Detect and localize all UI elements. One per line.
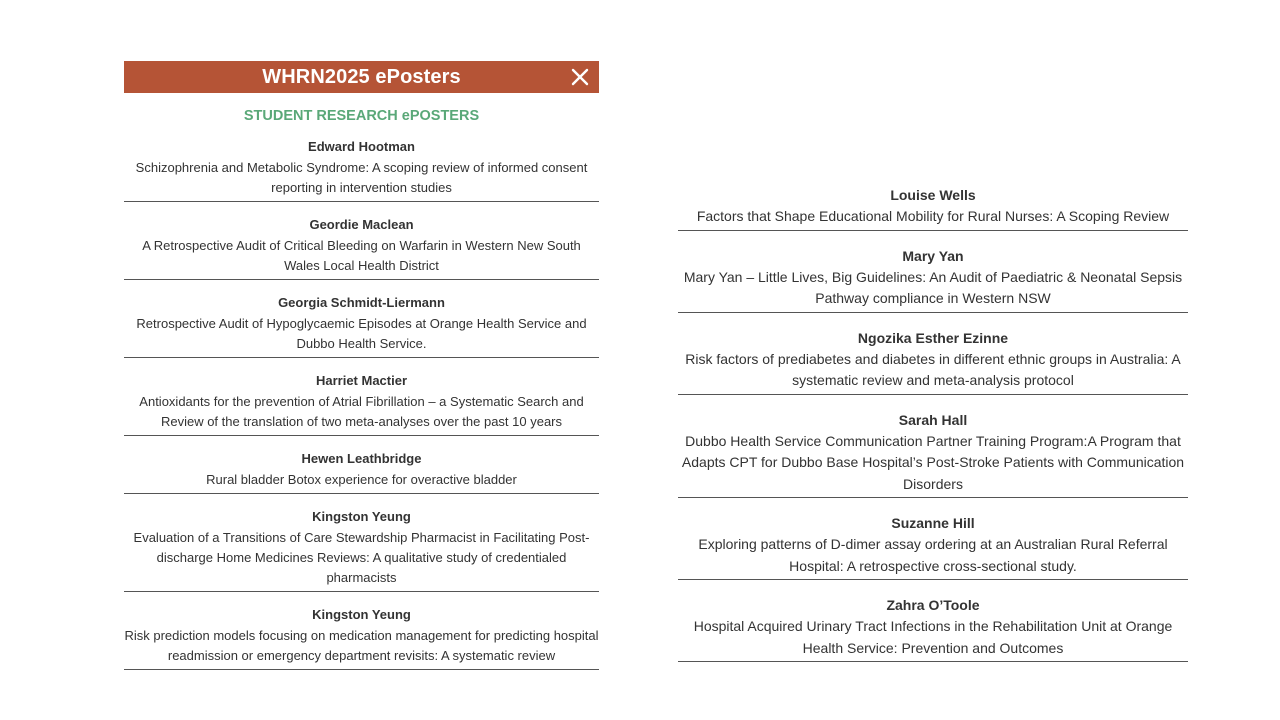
poster-title: Factors that Shape Educational Mobility for Rural Nurses: A Scoping Review bbox=[696, 208, 1170, 224]
close-icon bbox=[567, 64, 593, 90]
poster-author: Ngozika Esther Ezinne bbox=[857, 329, 1009, 346]
close-button[interactable] bbox=[567, 64, 593, 90]
poster-title: Hospital Acquired Urinary Tract Infections in the Rehabilitation Unit at Orange Health Service: Prevention and Outcomes bbox=[693, 618, 1173, 656]
poster-title: A Retrospective Audit of Critical Bleeding on Warfarin in Western New South Wales Local Health District bbox=[142, 238, 581, 273]
poster-entry[interactable] bbox=[124, 606, 599, 670]
poster-author: Georgia Schmidt-Liermann bbox=[278, 295, 445, 310]
poster-entry[interactable] bbox=[124, 508, 599, 592]
poster-entry[interactable] bbox=[678, 247, 1188, 313]
poster-author: Suzanne Hill bbox=[891, 515, 975, 531]
poster-entry[interactable] bbox=[124, 294, 599, 358]
poster-author: Kingston Yeung bbox=[312, 509, 411, 524]
eposter-panel-right bbox=[678, 186, 1188, 678]
poster-author: Geordie Maclean bbox=[309, 217, 414, 232]
section-heading: STUDENT RESEARCH ePOSTERS bbox=[243, 108, 480, 124]
poster-entry[interactable] bbox=[678, 411, 1188, 499]
poster-entry[interactable] bbox=[678, 596, 1188, 662]
poster-author: Edward Hootman bbox=[308, 139, 415, 154]
panel-title: WHRN2025 ePosters bbox=[262, 65, 461, 88]
poster-entry[interactable] bbox=[124, 450, 599, 494]
poster-author: Louise Wells bbox=[890, 187, 976, 203]
poster-title: Antioxidants for the prevention of Atrial Fibrillation – a Systematic Search and Review of the translation of two meta-analyses over the past 10 years bbox=[139, 394, 584, 429]
poster-title: Mary Yan – Little Lives, Big Guidelines: An Audit of Paediatric & Neonatal Sepsis Pathway compliance in Western NSW bbox=[683, 268, 1183, 306]
poster-author: Hewen Leathbridge bbox=[301, 451, 422, 466]
eposter-panel-left bbox=[124, 61, 599, 684]
panel-header bbox=[124, 61, 599, 93]
poster-list-left bbox=[124, 138, 599, 670]
poster-list-right bbox=[678, 186, 1188, 662]
poster-title: Dubbo Health Service Communication Partner Training Program:A Program that Adapts CPT for Dubbo Base Hospital’s Post-Stroke Patients with Communication Disorders bbox=[681, 432, 1185, 492]
poster-title: Exploring patterns of D-dimer assay ordering at an Australian Rural Referral Hospital: A retrospective cross-sectional study. bbox=[698, 536, 1168, 574]
poster-author: Mary Yan bbox=[902, 247, 964, 264]
poster-entry[interactable] bbox=[124, 216, 599, 280]
poster-entry[interactable] bbox=[124, 372, 599, 436]
poster-entry[interactable] bbox=[678, 514, 1188, 580]
poster-author: Sarah Hall bbox=[898, 411, 968, 428]
poster-author: Kingston Yeung bbox=[312, 607, 411, 622]
poster-author: Harriet Mactier bbox=[315, 373, 408, 388]
poster-title: Risk factors of prediabetes and diabetes in different ethnic groups in Australia: A systematic review and meta-analysis protocol bbox=[685, 350, 1181, 388]
poster-title: Rural bladder Botox experience for overactive bladder bbox=[206, 472, 517, 487]
poster-title: Retrospective Audit of Hypoglycaemic Episodes at Orange Health Service and Dubbo Health Service. bbox=[136, 316, 587, 351]
poster-entry[interactable] bbox=[678, 186, 1188, 231]
poster-author: Zahra O’Toole bbox=[886, 597, 980, 613]
poster-entry[interactable] bbox=[124, 138, 599, 202]
poster-title: Risk prediction models focusing on medication management for predicting hospital readmission or emergency department revisits: A systematic review bbox=[124, 628, 599, 663]
poster-entry[interactable] bbox=[678, 329, 1188, 395]
poster-title: Evaluation of a Transitions of Care Stewardship Pharmacist in Facilitating Post-discharge Home Medicines Reviews: A qualitative study of credentialed pharmacists bbox=[133, 530, 590, 585]
poster-title: Schizophrenia and Metabolic Syndrome: A scoping review of informed consent reporting in intervention studies bbox=[135, 160, 588, 195]
